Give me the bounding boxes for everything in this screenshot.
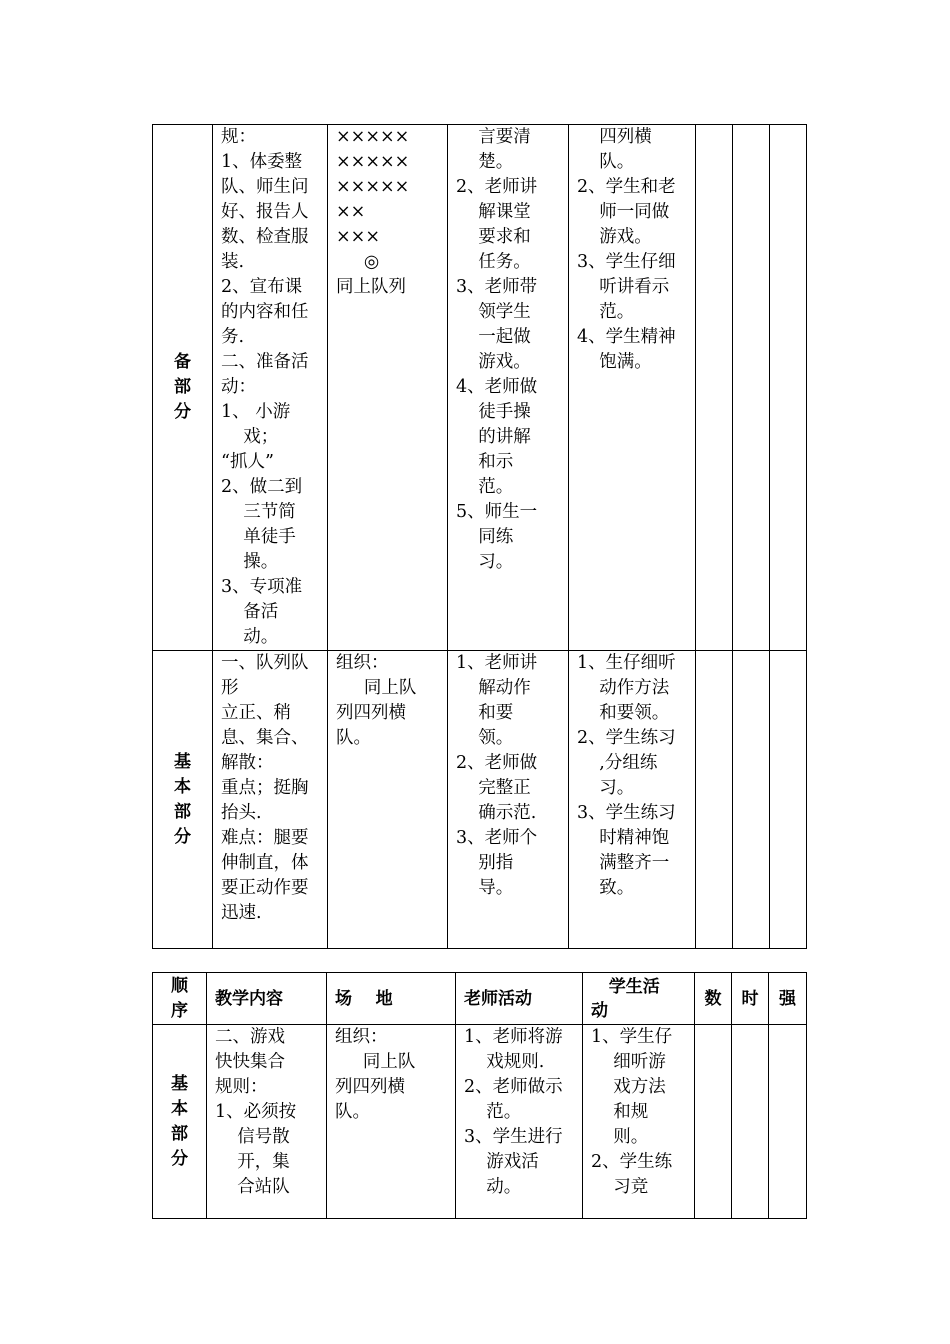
text-line: 数、检查服 (221, 227, 309, 247)
text-line: 同上队列 (336, 277, 406, 297)
text-line: 戏方法 (591, 1077, 666, 1097)
text-line: 听讲看示 (577, 277, 670, 297)
text-line: 4、老师做 (456, 377, 538, 397)
text-line: 序 (171, 1000, 188, 1021)
text-line: 分 (174, 402, 191, 422)
text-line: 本 (174, 776, 191, 797)
text-line: 的内容和任 (221, 302, 309, 322)
text-line: 务. (221, 327, 245, 347)
text-line: 三节简 (221, 502, 296, 522)
text-line: 组织： (336, 653, 389, 673)
text-line: 一、队列队 (221, 653, 309, 673)
text-line: 师一同做 (577, 202, 670, 222)
text-line: 部 (174, 377, 191, 397)
text-line: 和规 (591, 1102, 649, 1122)
text-line: 2、老师讲 (456, 177, 538, 197)
section-label-basic-2 (153, 1025, 207, 1219)
text-line: 范。 (464, 1102, 522, 1122)
student-activity-game (583, 1025, 695, 1219)
text-line: 言要清 (456, 127, 531, 147)
text-line: 戏规则. (464, 1052, 545, 1072)
text-line: 列四列横 (335, 1077, 405, 1097)
text-line: 1、必须按 (215, 1102, 297, 1122)
intensity-cell (770, 125, 807, 651)
count-cell (695, 1025, 732, 1219)
text-line: 基 (171, 1073, 188, 1094)
text-line: 范。 (456, 477, 514, 497)
text-line: 1、 小游 (221, 402, 291, 422)
text-line: 时精神饱 (577, 828, 670, 848)
header-time (732, 973, 769, 1025)
text-line: 徒手操 (456, 402, 531, 422)
teacher-activity-game (456, 1025, 583, 1219)
text-line: 难点：腿要 (221, 828, 309, 848)
text-line: 3、学生练习 (577, 803, 676, 823)
text-line: 队。 (577, 152, 635, 172)
intensity-cell (769, 1025, 807, 1219)
text-line: 任务。 (456, 252, 531, 272)
text-line: 队、师生问 (221, 177, 309, 197)
text-line: 饱满。 (577, 352, 652, 372)
text-line: 游戏。 (456, 352, 531, 372)
text-line: 分 (171, 1148, 188, 1169)
text-line: ××××× (336, 177, 410, 197)
student-activity-basic (569, 651, 696, 949)
text-line: 抬头. (221, 803, 262, 823)
text-line: 1、体委整 (221, 152, 303, 172)
text-line: 3、学生进行 (464, 1127, 563, 1147)
text-line: 1、老师将游 (464, 1027, 563, 1047)
header-teacher (456, 973, 583, 1025)
text-line: 1、老师讲 (456, 653, 538, 673)
text-line: 装. (221, 252, 245, 272)
text-line: 学生活 (591, 976, 660, 997)
text-line: 致。 (577, 878, 635, 898)
text-line: ,分组练 (577, 753, 658, 773)
text-line: 部 (174, 801, 191, 822)
text-line: 2、宣布课 (221, 277, 303, 297)
lesson-table-2 (152, 972, 807, 1219)
text-line: 同上队 (335, 1052, 416, 1072)
text-line: 动。 (221, 627, 279, 647)
text-line: 和要 (456, 703, 514, 723)
field-layout-game (327, 1025, 456, 1219)
teacher-activity-prep (448, 125, 569, 651)
text-line: 解散： (221, 753, 274, 773)
text-line: 习。 (456, 552, 514, 572)
text-line: 动。 (464, 1177, 522, 1197)
teaching-content-basic (213, 651, 328, 949)
text-line: 3、老师带 (456, 277, 538, 297)
text-line: 解动作 (456, 678, 531, 698)
text-line: 导。 (456, 878, 514, 898)
text-line: 队。 (335, 1102, 370, 1122)
text-line: 要正动作要 (221, 878, 309, 898)
section-label-basic (153, 651, 213, 949)
text-line: 3、专项准 (221, 577, 303, 597)
teaching-content-prep (213, 125, 328, 651)
text-line: 游戏。 (577, 227, 652, 247)
text-line: 1、生仔细听 (577, 653, 676, 673)
text-line: 伸制直，体 (221, 853, 309, 873)
header-teacher-label: 老师活动 (464, 988, 532, 1009)
header-field-label: 场 地 (335, 988, 393, 1009)
text-line: 部 (171, 1123, 188, 1144)
count-cell (696, 125, 733, 651)
text-line: 4、学生精神 (577, 327, 676, 347)
text-line: 习。 (577, 778, 635, 798)
text-line: 形 (221, 678, 239, 698)
header-order (153, 973, 207, 1025)
time-cell (733, 651, 770, 949)
text-line: 3、学生仔细 (577, 252, 676, 272)
header-content (207, 973, 327, 1025)
text-line: 信号散 (215, 1127, 290, 1147)
student-activity-prep (569, 125, 696, 651)
text-line: 2、学生练习 (577, 728, 676, 748)
text-line: 组织： (335, 1027, 388, 1047)
intensity-cell (770, 651, 807, 949)
text-line: 范。 (577, 302, 635, 322)
header-count-label: 数 (704, 988, 722, 1009)
text-line: 2、学生和老 (577, 177, 676, 197)
text-line: 二、准备活 (221, 352, 309, 372)
text-line: 基 (174, 751, 191, 772)
text-line: 重点；挺胸 (221, 778, 309, 798)
text-line: 3、老师个 (456, 828, 538, 848)
text-line: 单徒手 (221, 527, 296, 547)
text-line: 本 (171, 1098, 188, 1119)
text-line: 别指 (456, 853, 514, 873)
text-line: 动： (221, 377, 256, 397)
text-line: 解课堂 (456, 202, 531, 222)
text-line: 规则： (215, 1077, 268, 1097)
header-intensity (769, 973, 807, 1025)
text-line: 1、学生仔 (591, 1027, 673, 1047)
teaching-content-game (207, 1025, 327, 1219)
text-line: 2、老师做 (456, 753, 538, 773)
text-line: 和要领。 (577, 703, 670, 723)
text-line: 游戏活 (464, 1152, 539, 1172)
time-cell (732, 1025, 769, 1219)
text-line: 2、老师做示 (464, 1077, 563, 1097)
text-line: 楚。 (456, 152, 514, 172)
text-line: 列四列横 (336, 703, 406, 723)
text-line: 备 (174, 352, 191, 372)
text-line: 迅速. (221, 903, 262, 923)
section-label-prep (153, 125, 213, 651)
text-line: 规： (221, 127, 256, 147)
text-line: 戏； (221, 427, 279, 447)
lesson-table-1 (152, 124, 807, 949)
text-line: 的讲解 (456, 427, 531, 447)
text-line: 习竞 (591, 1177, 649, 1197)
text-line: 四列横 (577, 127, 652, 147)
text-line: 息、集合、 (221, 728, 309, 748)
text-line: 细听游 (591, 1052, 666, 1072)
header-intensity-label: 强 (779, 988, 796, 1009)
text-line: 操。 (221, 552, 279, 572)
text-line: 好、报告人 (221, 202, 309, 222)
text-line: 2、做二到 (221, 477, 303, 497)
text-line: ××× (336, 227, 380, 247)
header-field (327, 973, 456, 1025)
time-cell (733, 125, 770, 651)
text-line: 2、学生练 (591, 1152, 673, 1172)
text-line: 要求和 (456, 227, 531, 247)
text-line: 顺 (171, 975, 188, 996)
text-line: “抓人” (221, 452, 274, 472)
text-line: 和示 (456, 452, 514, 472)
text-line: 满整齐一 (577, 853, 670, 873)
header-count (695, 973, 732, 1025)
text-line: 一起做 (456, 327, 531, 347)
text-line: 5、师生一 (456, 502, 538, 522)
text-line: 立正、稍 (221, 703, 291, 723)
text-line: 动 (591, 1000, 608, 1021)
text-line: 领。 (456, 728, 514, 748)
text-line: 快快集合 (215, 1052, 285, 1072)
header-content-label: 教学内容 (215, 988, 283, 1009)
header-student (583, 973, 695, 1025)
text-line: 队。 (336, 728, 371, 748)
teacher-activity-basic (448, 651, 569, 949)
text-line: 分 (174, 826, 191, 847)
text-line: 确示范. (456, 803, 537, 823)
text-line: 开，集 (215, 1152, 290, 1172)
header-time-label: 时 (741, 988, 759, 1009)
text-line: 备活 (221, 602, 279, 622)
text-line: ×× (336, 202, 366, 222)
text-line: 同上队 (336, 678, 417, 698)
text-line: ◎ (336, 252, 380, 272)
text-line: 完整正 (456, 778, 531, 798)
text-line: 合站队 (215, 1177, 290, 1197)
field-layout-prep (328, 125, 448, 651)
text-line: 同练 (456, 527, 514, 547)
text-line: 领学生 (456, 302, 531, 322)
text-line: 则。 (591, 1127, 649, 1147)
text-line: ××××× (336, 127, 410, 147)
text-line: ××××× (336, 152, 410, 172)
text-line: 动作方法 (577, 678, 670, 698)
count-cell (696, 651, 733, 949)
field-layout-basic (328, 651, 448, 949)
text-line: 二、游戏 (215, 1027, 285, 1047)
